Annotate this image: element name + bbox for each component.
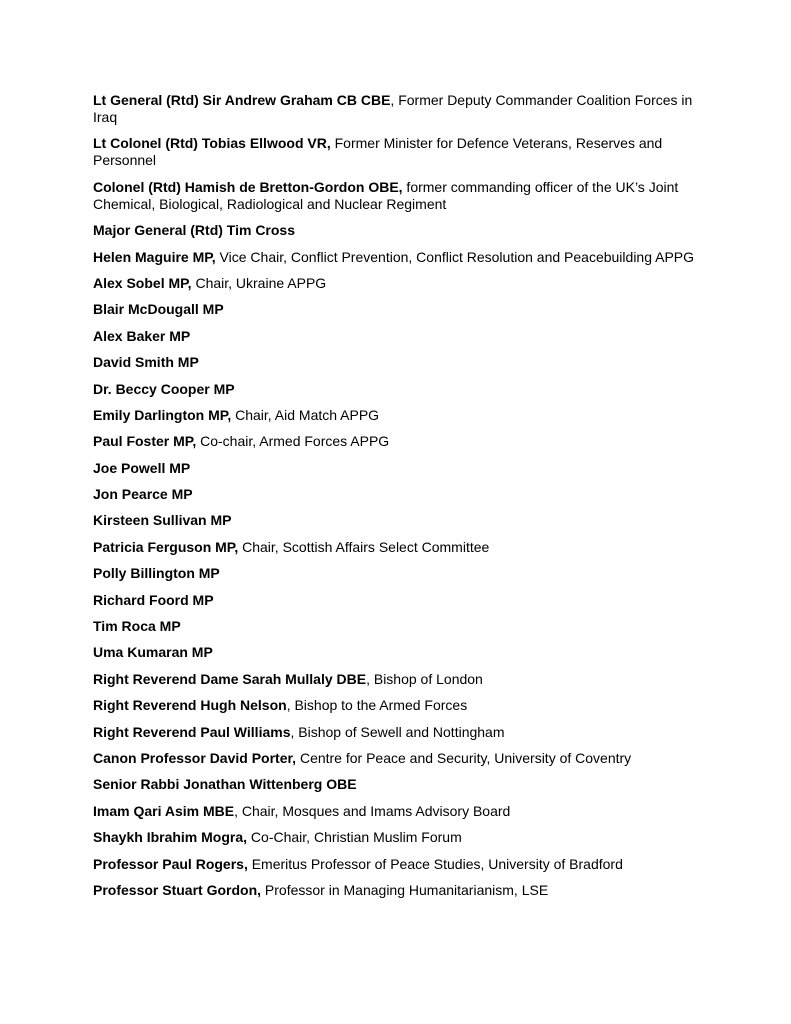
signatory-name: Blair McDougall MP bbox=[93, 301, 224, 318]
signatory-role: Co-chair, Armed Forces APPG bbox=[196, 433, 390, 450]
signatory-name: Helen Maguire MP, bbox=[93, 248, 216, 265]
signatory-entry bbox=[93, 433, 703, 450]
signatory-name: Lt Colonel (Rtd) Tobias Ellwood VR, bbox=[93, 135, 331, 152]
signatory-entry bbox=[93, 592, 703, 609]
signatory-role: , Bishop of London bbox=[366, 670, 483, 687]
signatory-entry bbox=[93, 92, 703, 126]
signatory-name: Canon Professor David Porter, bbox=[93, 749, 297, 766]
signatory-name: Professor Stuart Gordon, bbox=[93, 881, 262, 898]
signatory-role: , Bishop to the Armed Forces bbox=[286, 697, 468, 714]
signatory-name: Lt General (Rtd) Sir Andrew Graham CB CBE bbox=[93, 92, 391, 108]
signatory-name: Uma Kumaran MP bbox=[93, 644, 213, 661]
signatory-entry bbox=[93, 275, 703, 292]
signatory-role: Vice Chair, Conflict Prevention, Conflict Resolution and Peacebuilding APPG bbox=[215, 248, 695, 265]
signatory-role: Professor in Managing Humanitarianism, LSE bbox=[261, 881, 549, 898]
signatory-role: Centre for Peace and Security, University of Coventry bbox=[296, 749, 632, 766]
signatory-name: Senior Rabbi Jonathan Wittenberg OBE bbox=[93, 776, 357, 793]
signatory-role: , Former Deputy Commander Coalition Forces in Iraq bbox=[93, 92, 693, 125]
signatory-name: David Smith MP bbox=[93, 354, 199, 371]
signatory-name: Richard Foord MP bbox=[93, 591, 214, 608]
signatory-name: Jon Pearce MP bbox=[93, 486, 193, 503]
signatory-entry bbox=[93, 882, 703, 899]
signatory-entry bbox=[93, 135, 703, 169]
signatory-name: Shaykh Ibrahim Mogra, bbox=[93, 829, 248, 846]
signatory-entry bbox=[93, 750, 703, 767]
signatory-name: Colonel (Rtd) Hamish de Bretton-Gordon OBE, bbox=[93, 178, 403, 195]
signatory-entry bbox=[93, 486, 703, 503]
signatory-entry bbox=[93, 407, 703, 424]
signatory-entry bbox=[93, 671, 703, 688]
signatory-entry bbox=[93, 328, 703, 345]
signatory-role: Emeritus Professor of Peace Studies, University of Bradford bbox=[247, 855, 623, 872]
signatory-role: Chair, Aid Match APPG bbox=[231, 406, 380, 423]
signatory-name: Alex Baker MP bbox=[93, 327, 191, 344]
signatory-role: , Bishop of Sewell and Nottingham bbox=[290, 723, 505, 740]
signatory-name: Polly Billington MP bbox=[93, 565, 220, 582]
signatory-list bbox=[93, 92, 703, 908]
signatory-name: Right Reverend Dame Sarah Mullaly DBE bbox=[93, 670, 367, 687]
signatory-entry bbox=[93, 249, 703, 266]
signatory-name: Imam Qari Asim MBE bbox=[93, 802, 235, 819]
signatory-entry bbox=[93, 618, 703, 635]
signatory-name: Joe Powell MP bbox=[93, 459, 191, 476]
signatory-role: Chair, Ukraine APPG bbox=[191, 274, 327, 291]
signatory-role: Chair, Scottish Affairs Select Committee bbox=[238, 538, 490, 555]
signatory-name: Right Reverend Paul Williams bbox=[93, 723, 291, 740]
signatory-entry bbox=[93, 512, 703, 529]
signatory-entry bbox=[93, 539, 703, 556]
signatory-entry bbox=[93, 381, 703, 398]
signatory-name: Tim Roca MP bbox=[93, 618, 181, 635]
signatory-entry bbox=[93, 776, 703, 793]
signatory-name: Major General (Rtd) Tim Cross bbox=[93, 222, 296, 239]
signatory-entry bbox=[93, 460, 703, 477]
signatory-entry bbox=[93, 644, 703, 661]
signatory-role: Co-Chair, Christian Muslim Forum bbox=[247, 829, 462, 846]
signatory-entry bbox=[93, 856, 703, 873]
signatory-role: former commanding officer of the UK’s Joint Chemical, Biological, Radiological and Nuclear Regiment bbox=[93, 178, 679, 212]
signatory-entry bbox=[93, 697, 703, 714]
signatory-name: Kirsteen Sullivan MP bbox=[93, 512, 232, 529]
signatory-entry bbox=[93, 222, 703, 239]
signatory-name: Dr. Beccy Cooper MP bbox=[93, 380, 235, 397]
signatory-entry bbox=[93, 179, 703, 213]
signatory-entry bbox=[93, 301, 703, 318]
signatory-entry bbox=[93, 354, 703, 371]
signatory-entry bbox=[93, 803, 703, 820]
signatory-name: Patricia Ferguson MP, bbox=[93, 538, 239, 555]
signatory-role: Former Minister for Defence Veterans, Reserves and Personnel bbox=[93, 135, 663, 169]
signatory-name: Paul Foster MP, bbox=[93, 433, 197, 450]
signatory-entry bbox=[93, 829, 703, 846]
signatory-name: Emily Darlington MP, bbox=[93, 406, 232, 423]
signatory-name: Right Reverend Hugh Nelson bbox=[93, 697, 287, 714]
signatory-role: , Chair, Mosques and Imams Advisory Board bbox=[234, 802, 511, 819]
signatory-entry bbox=[93, 724, 703, 741]
signatory-entry bbox=[93, 565, 703, 582]
signatory-name: Professor Paul Rogers, bbox=[93, 855, 248, 872]
signatory-name: Alex Sobel MP, bbox=[93, 274, 192, 291]
